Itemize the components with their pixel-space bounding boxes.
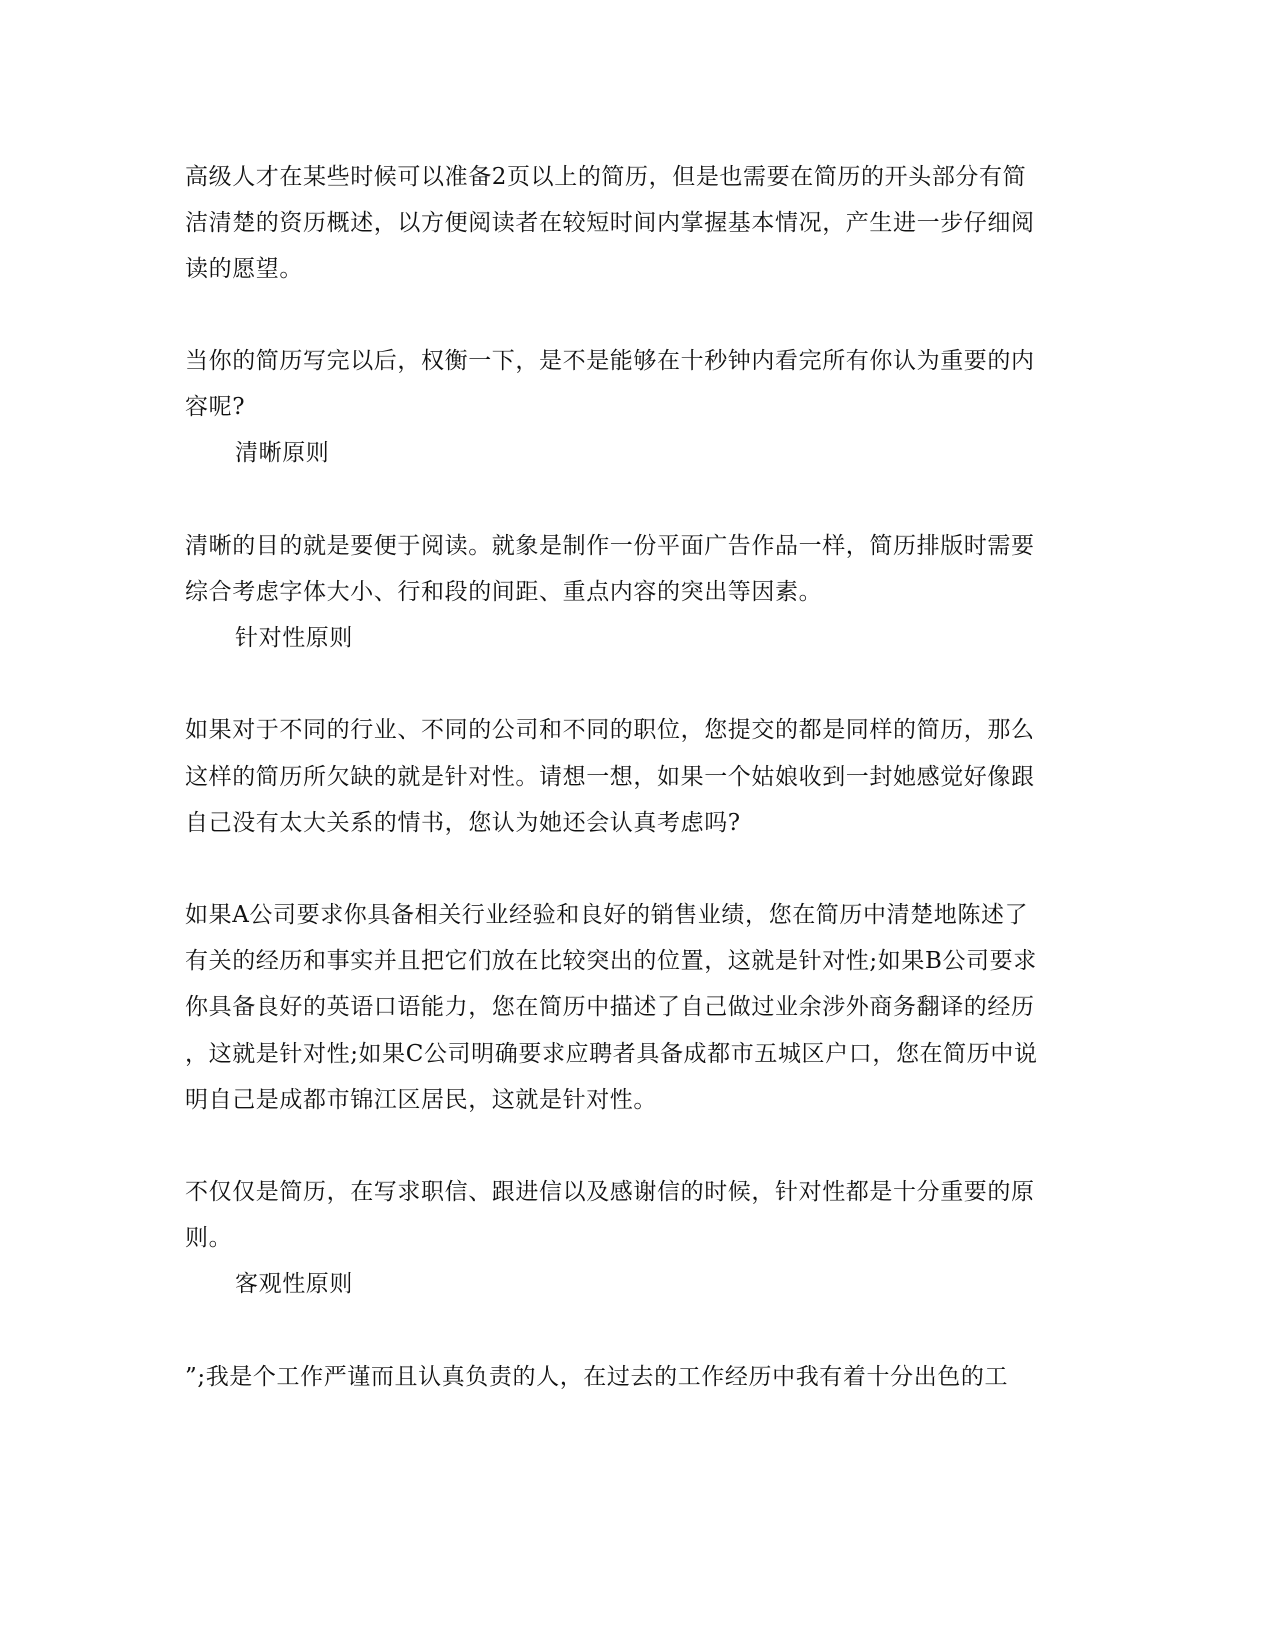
section-heading: 针对性原则: [235, 625, 353, 651]
paragraph-line: 当你的简历写完以后，权衡一下，是不是能够在十秒钟内看完所有你认为重要的内: [185, 348, 1035, 374]
paragraph-line: 综合考虑字体大小、行和段的间距、重点内容的突出等因素。: [185, 579, 823, 605]
paragraph-line: 高级人才在某些时候可以准备2页以上的简历，但是也需要在简历的开头部分有简: [185, 164, 1027, 190]
paragraph-line: 容呢?: [185, 394, 246, 420]
paragraph-line: 自己没有太大关系的情书，您认为她还会认真考虑吗?: [185, 810, 741, 836]
section-heading: 客观性原则: [235, 1271, 353, 1297]
paragraph-line: 如果A公司要求你具备相关行业经验和良好的销售业绩，您在简历中清楚地陈述了: [185, 902, 1029, 928]
paragraph-line: 这样的简历所欠缺的就是针对性。请想一想，如果一个姑娘收到一封她感觉好像跟: [185, 764, 1035, 790]
paragraph-line: 明自己是成都市锦江区居民，这就是针对性。: [185, 1087, 657, 1113]
section-heading: 清晰原则: [235, 440, 330, 466]
paragraph-line: 不仅仅是简历，在写求职信、跟进信以及感谢信的时候，针对性都是十分重要的原: [185, 1179, 1035, 1205]
paragraph-line: 如果对于不同的行业、不同的公司和不同的职位，您提交的都是同样的简历，那么: [185, 717, 1035, 743]
paragraph-line: 你具备良好的英语口语能力，您在简历中描述了自己做过业余涉外商务翻译的经历: [185, 994, 1035, 1020]
paragraph-line: 清晰的目的就是要便于阅读。就象是制作一份平面广告作品一样，简历排版时需要: [185, 533, 1035, 559]
paragraph-line: ，这就是针对性;如果C公司明确要求应聘者具备成都市五城区户口，您在简历中说: [185, 1041, 1038, 1067]
paragraph-line: 读的愿望。: [185, 256, 303, 282]
paragraph-line: 有关的经历和事实并且把它们放在比较突出的位置，这就是针对性;如果B公司要求: [185, 948, 1037, 974]
paragraph-line: 则。: [185, 1225, 233, 1251]
paragraph-line: 洁清楚的资历概述，以方便阅读者在较短时间内掌握基本情况，产生进一步仔细阅: [185, 210, 1035, 236]
paragraph-line: ”;我是个工作严谨而且认真负责的人，在过去的工作经历中我有着十分出色的工: [185, 1364, 1009, 1390]
